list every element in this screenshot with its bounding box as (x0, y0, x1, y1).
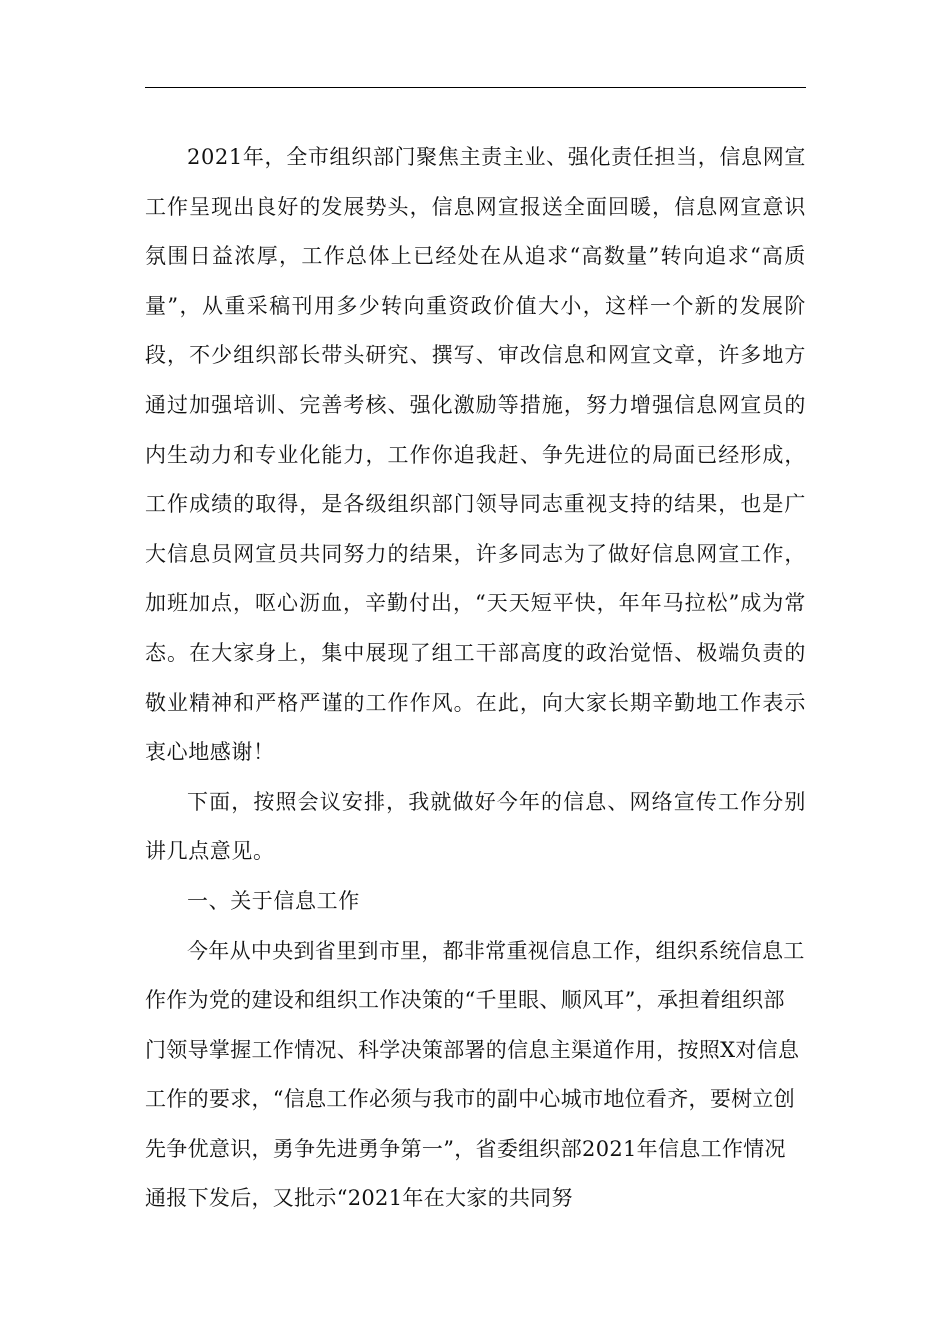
header-rule (145, 87, 806, 88)
paragraph-information-work: 今年从中央到省里到市里，都非常重视信息工作，组织系统信息工作作为党的建设和组织工作决策的“千里眼、顺风耳”，承担着组织部门领导掌握工作情况、科学决策部署的信息主渠道作用，按照X对信息工作的要求，“信息工作必须与我市的副中心城市地位看齐，要树立创先争优意识，勇争先进勇争第一”，省委组织部2021年信息工作情况通报下发后，又批示“2021年在大家的共同努 (145, 938, 805, 1211)
section-heading-information-work: 一、关于信息工作 (187, 888, 360, 913)
paragraph-acknowledgement: 2021年，全市组织部门聚焦主责主业、强化责任担当，信息网宣工作呈现出良好的发展势头，信息网宣报送全面回暖，信息网宣意识氛围日益浓厚，工作总体上已经处在从追求“高数量”转向追求“高质量”，从重采稿刊用多少转向重资政价值大小，这样一个新的发展阶段，不少组织部长带头研究、撰写、审改信息和网宣文章，许多地方通过加强培训、完善考核、强化激励等措施，努力增强信息网宣员的内生动力和专业化能力，工作你追我赶、争先进位的局面已经形成，工作成绩的取得，是各级组织部门领导同志重视支持的结果，也是广大信息员网宣员共同努力的结果，许多同志为了做好信息网宣工作，加班加点，呕心沥血，辛勤付出，“天天短平快，年年马拉松”成为常态。在大家身上，集中展现了组工干部高度的政治觉悟、极端负责的敬业精神和严格严谨的工作作风。在此，向大家长期辛勤地工作表示衷心地感谢！ (145, 145, 806, 765)
document-body (145, 133, 806, 1224)
paragraph-transition: 下面，按照会议安排，我就做好今年的信息、网络宣传工作分别讲几点意见。 (145, 789, 806, 864)
